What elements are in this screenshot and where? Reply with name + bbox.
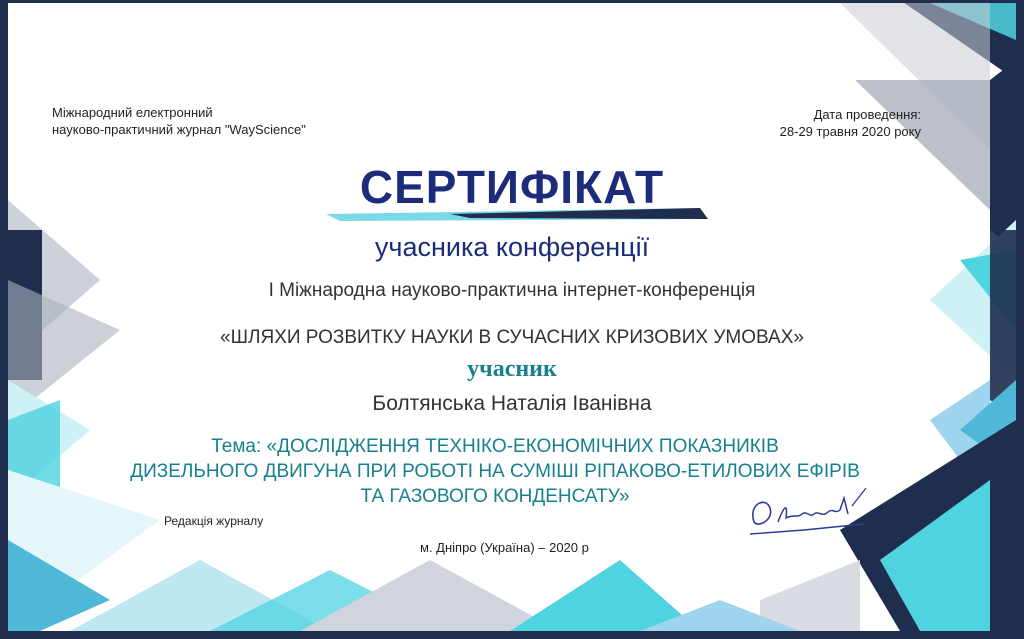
conference-name: «ШЛЯХИ РОЗВИТКУ НАУКИ В СУЧАСНИХ КРИЗОВИХ УМОВАХ» <box>220 327 804 348</box>
topic-line2: ДИЗЕЛЬНОГО ДВИГУНА ПРИ РОБОТІ НА СУМІШІ РІПАКОВО-ЕТИЛОВИХ ЕФІРІВ <box>130 461 860 482</box>
right-frame-top <box>990 60 1016 250</box>
journal-name-line1: Міжнародний електронний <box>52 105 213 120</box>
journal-name-line2: науково-практичний журнал "WayScience" <box>52 122 306 137</box>
topic-line1: Тема: «ДОСЛІДЖЕННЯ ТЕХНІКО-ЕКОНОМІЧНИХ ПОКАЗНИКІВ <box>211 436 779 457</box>
certificate-title: СЕРТИФІКАТ <box>359 161 665 213</box>
editorial-label: Редакція журналу <box>164 514 264 528</box>
event-date-label: Дата проведення: <box>813 107 921 122</box>
topic-line3: ТА ГАЗОВОГО КОНДЕНСАТУ» <box>360 486 630 507</box>
certificate-subtitle: учасника конференції <box>374 232 650 262</box>
city-year: м. Дніпро (Україна) – 2020 р <box>420 540 589 555</box>
signature-icon <box>744 484 874 544</box>
event-date <box>780 106 921 140</box>
conference-description: І Міжнародна науково-практична інтернет-конференція <box>268 280 756 301</box>
participant-role: учасник <box>467 356 557 382</box>
journal-name <box>52 104 306 138</box>
event-date-value: 28-29 травня 2020 року <box>779 124 921 139</box>
participant-name: Болтянська Наталія Іванівна <box>372 392 652 415</box>
